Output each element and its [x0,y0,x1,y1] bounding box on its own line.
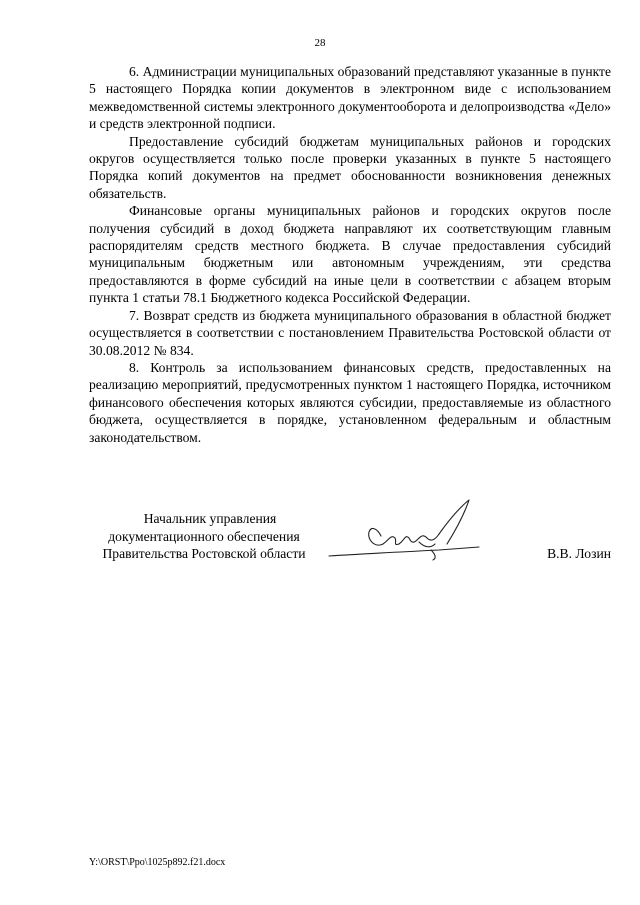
paragraph-7: 7. Возврат средств из бюджета муниципального образования в областной бюджет осуществляется в соответствии с постановлением Правительства Ростовской области от 30.08.2012 № 834. [89,307,611,358]
signatory-position [89,510,319,563]
page-number: 28 [314,37,326,49]
handwritten-signature [319,498,489,568]
paragraph-financial-bodies: Финансовые органы муниципальных районов и городских округов после получения субсидий в доход бюджета направляют их соответствующим главным распорядителям средств местного бюджета. В случае предоставления субсидий муниципальным бюджетным или автономным учреждениям, эти средства предоставляются в форме субсидий на иные цели в соответствии с абзацем вторым пункта 1 статьи 78.1 Бюджетного кодекса Российской Федерации. [89,203,611,306]
position-line-1: Начальник управления [143,511,277,526]
position-line-2: документационного обеспечения [108,528,300,544]
document-body [89,63,611,446]
paragraph-subsidy-provision: Предоставление субсидий бюджетам муниципальных районов и городских округов осуществляется только после проверки указанных в пункте 5 настоящего Порядка копий документов на предмет обоснованности возникновения денежных обязательств. [89,133,611,201]
paragraph-8: 8. Контроль за использованием финансовых средств, предоставленных на реализацию мероприятий, предусмотренных пунктом 1 настоящего Порядка, источником финансового обеспечения которых являются субсидии, предоставляемые из областного бюджета, осуществляется в порядке, установленном федеральным и областным законодательством. [89,359,611,445]
signatory-name: В.В. Лозин [547,546,611,561]
paragraph-6: 6. Администрации муниципальных образований представляют указанные в пункте 5 настоящего Порядка копии документов в электронном виде с использованием межведомственной системы электронного документооборота и делопроизводства «Дело» и средств электронной подписи. [89,64,611,132]
position-line-3: Правительства Ростовской области [102,546,306,562]
file-path-footer: Y:\ORST\Ppo\1025p892.f21.docx [89,857,226,868]
signature-block [89,510,611,590]
